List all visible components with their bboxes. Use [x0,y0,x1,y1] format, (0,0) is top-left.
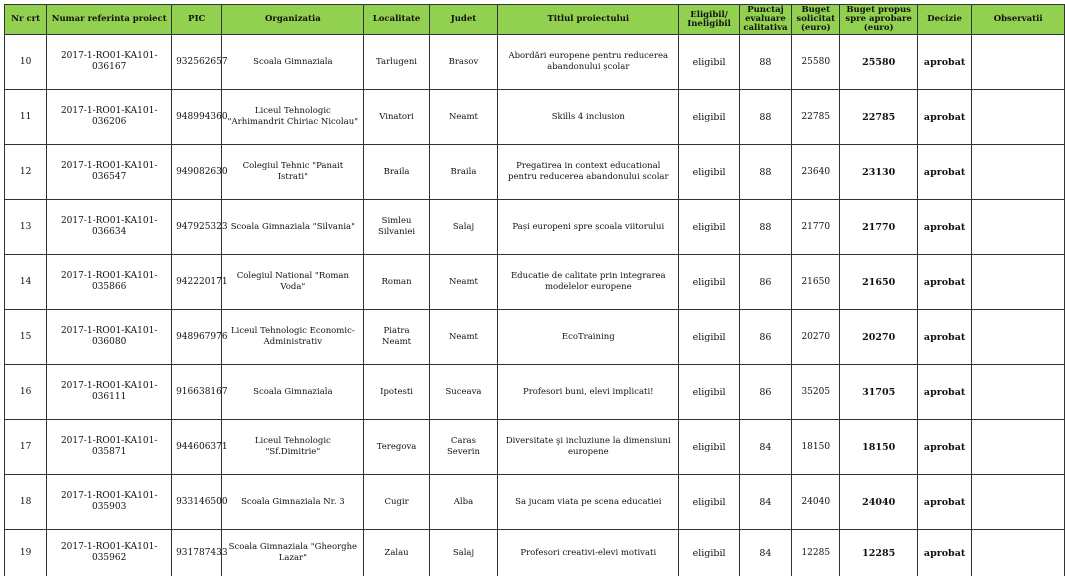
cell-buget-prop: 12285 [840,530,918,576]
cell-judet: Neamt [429,255,497,310]
cell-punctaj: 88 [739,90,791,145]
cell-titlu: Skills 4 inclusion [498,90,679,145]
cell-punctaj: 86 [739,255,791,310]
cell-loc: Zalau [364,530,429,576]
cell-nr: 16 [5,365,47,420]
header-ref: Numar referinta proiect [47,5,172,35]
cell-buget-prop: 21650 [840,255,918,310]
cell-obs [972,145,1065,200]
cell-org: Colegiul National "Roman Voda" [222,255,364,310]
cell-elig: eligibil [679,145,739,200]
cell-judet: Neamt [429,90,497,145]
cell-loc: Vinatori [364,90,429,145]
cell-buget-sol: 22785 [792,90,840,145]
cell-loc: Simleu Silvaniei [364,200,429,255]
header-punctaj: Punctaj evaluare calitativa [739,5,791,35]
cell-buget-sol: 25580 [792,35,840,90]
cell-elig: eligibil [679,90,739,145]
cell-obs [972,365,1065,420]
cell-decizie: aprobat [917,475,971,530]
cell-ref: 2017-1-RO01-KA101-035903 [47,475,172,530]
cell-loc: Roman [364,255,429,310]
cell-punctaj: 84 [739,475,791,530]
cell-decizie: aprobat [917,35,971,90]
header-row [5,5,1065,35]
cell-ref: 2017-1-RO01-KA101-035871 [47,420,172,475]
cell-buget-sol: 12285 [792,530,840,576]
cell-judet: Caras Severin [429,420,497,475]
header-elig: Eligibil/ Ineligibil [679,5,739,35]
header-obs: Observatii [972,5,1065,35]
cell-ref: 2017-1-RO01-KA101-035962 [47,530,172,576]
table-row [5,420,1065,475]
cell-elig: eligibil [679,35,739,90]
cell-buget-prop: 31705 [840,365,918,420]
cell-punctaj: 88 [739,35,791,90]
cell-org: Liceul Tehnologic "Arhimandrit Chiriac Nicolau" [222,90,364,145]
cell-titlu: Diversitate şi incluziune la dimensiuni europene [498,420,679,475]
cell-pic: 931787433 [172,530,222,576]
table-row [5,145,1065,200]
header-decizie: Decizie [917,5,971,35]
cell-nr: 17 [5,420,47,475]
table-row [5,35,1065,90]
cell-nr: 15 [5,310,47,365]
cell-buget-prop: 18150 [840,420,918,475]
cell-buget-sol: 23640 [792,145,840,200]
table-row [5,475,1065,530]
cell-judet: Neamt [429,310,497,365]
cell-pic: 933146500 [172,475,222,530]
cell-punctaj: 84 [739,530,791,576]
header-org: Organizatia [222,5,364,35]
cell-buget-prop: 20270 [840,310,918,365]
cell-buget-sol: 35205 [792,365,840,420]
cell-elig: eligibil [679,475,739,530]
cell-loc: Tarlugeni [364,35,429,90]
cell-buget-sol: 20270 [792,310,840,365]
cell-titlu: Pași europeni spre școala viitorului [498,200,679,255]
cell-nr: 11 [5,90,47,145]
cell-org: Scoala Gimnaziala Nr. 3 [222,475,364,530]
cell-nr: 18 [5,475,47,530]
cell-elig: eligibil [679,365,739,420]
cell-judet: Alba [429,475,497,530]
cell-buget-prop: 23130 [840,145,918,200]
cell-titlu: Sa jucam viata pe scena educatiei [498,475,679,530]
cell-judet: Brasov [429,35,497,90]
cell-ref: 2017-1-RO01-KA101-036634 [47,200,172,255]
cell-obs [972,310,1065,365]
cell-org: Scoala Gimnaziala "Gheorghe Lazar" [222,530,364,576]
cell-ref: 2017-1-RO01-KA101-036206 [47,90,172,145]
cell-nr: 14 [5,255,47,310]
header-titlu: Titlul proiectului [498,5,679,35]
table-row [5,90,1065,145]
cell-pic: 947925323 [172,200,222,255]
cell-ref: 2017-1-RO01-KA101-035866 [47,255,172,310]
header-buget-prop: Buget propus spre aprobare (euro) [840,5,918,35]
cell-decizie: aprobat [917,310,971,365]
cell-elig: eligibil [679,255,739,310]
cell-titlu: Profesori creativi-elevi motivati [498,530,679,576]
table-row [5,310,1065,365]
cell-loc: Braila [364,145,429,200]
cell-obs [972,255,1065,310]
cell-ref: 2017-1-RO01-KA101-036111 [47,365,172,420]
cell-decizie: aprobat [917,200,971,255]
cell-pic: 949082630 [172,145,222,200]
cell-elig: eligibil [679,200,739,255]
cell-loc: Ipotesti [364,365,429,420]
header-judet: Judet [429,5,497,35]
cell-buget-prop: 21770 [840,200,918,255]
cell-judet: Braila [429,145,497,200]
cell-punctaj: 86 [739,365,791,420]
cell-elig: eligibil [679,310,739,365]
header-loc: Localitate [364,5,429,35]
cell-nr: 13 [5,200,47,255]
cell-decizie: aprobat [917,90,971,145]
cell-decizie: aprobat [917,365,971,420]
cell-decizie: aprobat [917,420,971,475]
cell-buget-prop: 22785 [840,90,918,145]
cell-obs [972,200,1065,255]
cell-judet: Suceava [429,365,497,420]
cell-obs [972,475,1065,530]
cell-titlu: Profesori buni, elevi implicati! [498,365,679,420]
cell-org: Liceul Tehnologic Economic-Administrativ [222,310,364,365]
header-nr: Nr crt [5,5,47,35]
cell-titlu: EcoTraining [498,310,679,365]
cell-ref: 2017-1-RO01-KA101-036080 [47,310,172,365]
cell-pic: 932562657 [172,35,222,90]
cell-elig: eligibil [679,530,739,576]
header-buget-sol: Buget solicitat (euro) [792,5,840,35]
cell-org: Colegiul Tehnic "Panait Istrati" [222,145,364,200]
cell-pic: 944606371 [172,420,222,475]
cell-pic: 948967976 [172,310,222,365]
cell-decizie: aprobat [917,530,971,576]
cell-titlu: Pregatirea in context educational pentru reducerea abandonului scolar [498,145,679,200]
cell-decizie: aprobat [917,145,971,200]
cell-punctaj: 88 [739,145,791,200]
table-row [5,255,1065,310]
cell-ref: 2017-1-RO01-KA101-036167 [47,35,172,90]
cell-pic: 942220171 [172,255,222,310]
cell-titlu: Abordări europene pentru reducerea abandonului școlar [498,35,679,90]
cell-judet: Salaj [429,530,497,576]
cell-loc: Piatra Neamt [364,310,429,365]
cell-pic: 948994360 [172,90,222,145]
cell-org: Scoala Gimnaziala [222,35,364,90]
cell-punctaj: 84 [739,420,791,475]
cell-obs [972,530,1065,576]
cell-punctaj: 88 [739,200,791,255]
table-row [5,365,1065,420]
cell-buget-prop: 24040 [840,475,918,530]
cell-obs [972,90,1065,145]
cell-loc: Cugir [364,475,429,530]
cell-elig: eligibil [679,420,739,475]
cell-nr: 10 [5,35,47,90]
header-pic: PIC [172,5,222,35]
projects-table [4,4,1065,576]
cell-buget-prop: 25580 [840,35,918,90]
cell-judet: Salaj [429,200,497,255]
cell-nr: 12 [5,145,47,200]
cell-pic: 916638167 [172,365,222,420]
cell-ref: 2017-1-RO01-KA101-036547 [47,145,172,200]
cell-org: Scoala Gimnaziala "Silvania" [222,200,364,255]
cell-nr: 19 [5,530,47,576]
cell-buget-sol: 21770 [792,200,840,255]
cell-punctaj: 86 [739,310,791,365]
table-row [5,200,1065,255]
cell-obs [972,35,1065,90]
cell-obs [972,420,1065,475]
table-row [5,530,1065,576]
cell-buget-sol: 18150 [792,420,840,475]
cell-org: Liceul Tehnologic "Sf.Dimitrie" [222,420,364,475]
cell-buget-sol: 21650 [792,255,840,310]
cell-decizie: aprobat [917,255,971,310]
cell-titlu: Educatie de calitate prin integrarea modelelor europene [498,255,679,310]
cell-org: Scoala Gimnaziala [222,365,364,420]
cell-loc: Teregova [364,420,429,475]
cell-buget-sol: 24040 [792,475,840,530]
